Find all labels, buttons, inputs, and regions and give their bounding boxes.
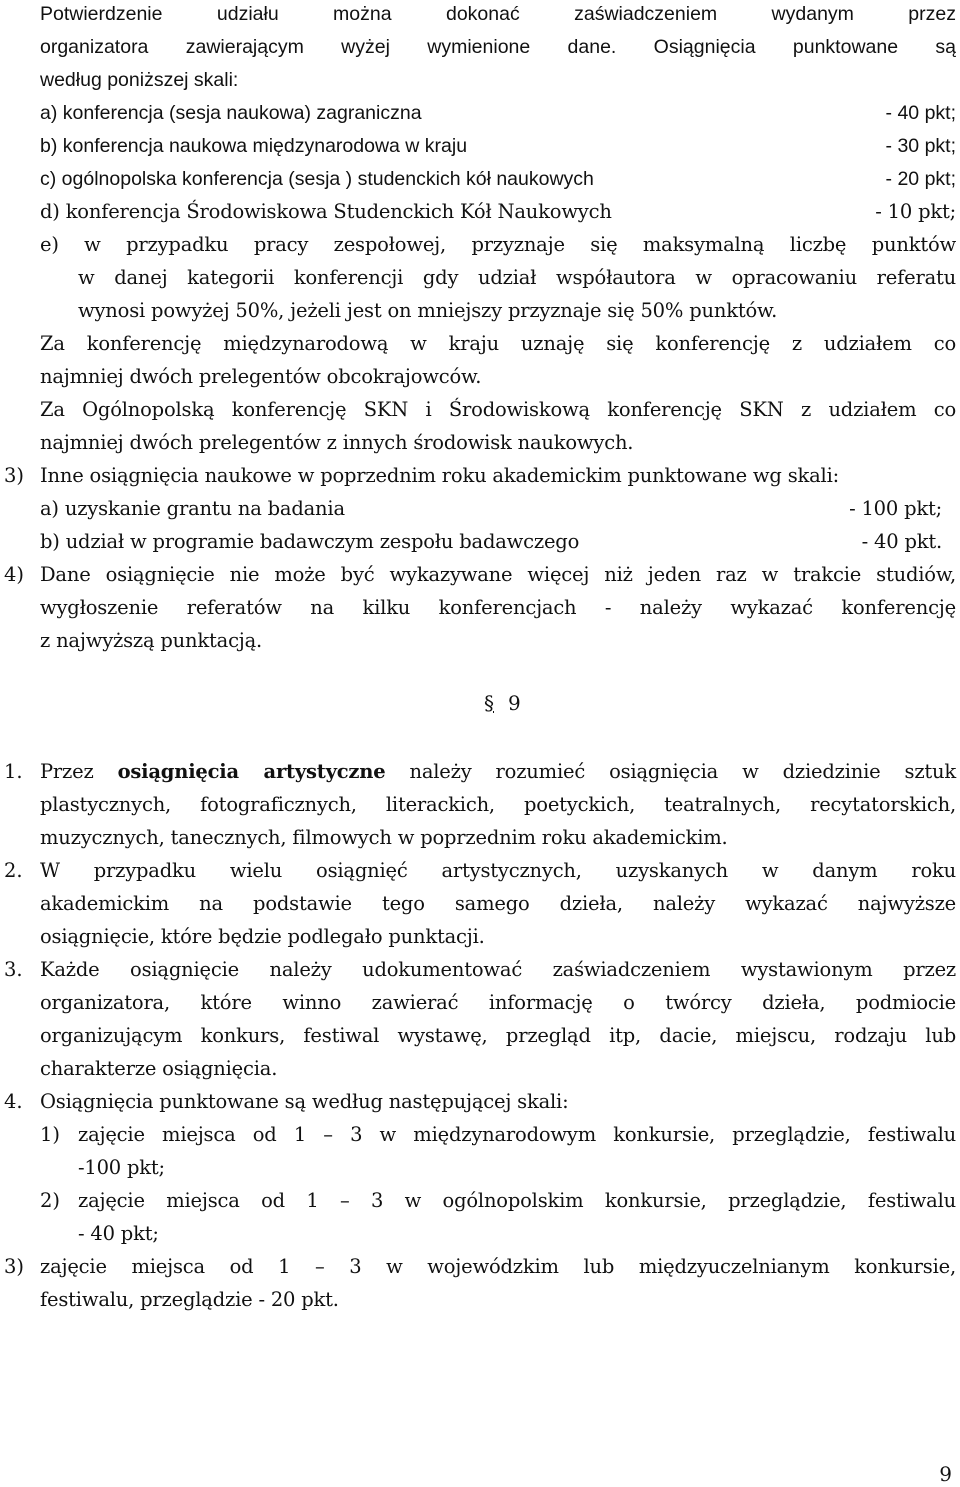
text-line: z najwyższą punktacją.: [40, 629, 263, 652]
scale-item: [40, 167, 956, 191]
text-line: wynosi powyżej 50%, jeżeli jest on mniejszy przyznaje się 50% punktów.: [78, 299, 778, 322]
scale-item-label: c) ogólnopolska konferencja (sesja ) studenckich kół naukowych: [40, 168, 594, 190]
text-line: Za konferencję międzynarodową w kraju uznaję się konferencję z udziałem co: [40, 332, 956, 355]
text-line: [40, 760, 956, 784]
section-heading: [484, 690, 521, 716]
text-line: plastycznych, fotograficznych, literackich, poetyckich, teatralnych, recytatorskich,: [40, 793, 956, 816]
text-line: akademickim na podstawie tego samego dzieła, należy wykazać najwyższe: [40, 892, 956, 915]
scale-item: [40, 200, 956, 224]
text-line: najmniej dwóch prelegentów obcokrajowców.: [40, 365, 482, 388]
text-line: organizującym konkurs, festiwal wystawę, przegląd itp, dacie, miejscu, rodzaju lub: [40, 1024, 956, 1047]
list-number: 2.: [4, 859, 23, 882]
scale-item-label: d) konferencja Środowiskowa Studenckich Kół Naukowych: [40, 200, 612, 223]
text-span: Przez: [40, 760, 94, 783]
text-line: charakterze osiągnięcia.: [40, 1057, 278, 1080]
text-line: muzycznych, tanecznych, filmowych w poprzednim roku akademickim.: [40, 826, 728, 849]
text-line: Osiągnięcia punktowane są według następującej skali:: [40, 1090, 569, 1113]
text-line: wygłoszenie referatów na kilku konferencjach - należy wykazać konferencję: [40, 596, 956, 619]
text-line: zajęcie miejsca od 1 – 3 w ogólnopolskim konkursie, przeglądzie, festiwalu: [78, 1189, 956, 1212]
scale-item: [40, 134, 956, 158]
list-number: 4.: [4, 1090, 23, 1113]
scale-item-label: b) konferencja naukowa międzynarodowa w kraju: [40, 135, 468, 157]
scale-item-points: - 20 pkt;: [885, 168, 956, 190]
text-line: zajęcie miejsca od 1 – 3 w międzynarodowym konkursie, przeglądzie, festiwalu: [78, 1123, 956, 1146]
text-line: organizatora, które winno zawierać informację o twórcy dzieła, podmiocie: [40, 991, 956, 1014]
scale-item-label: a) konferencja (sesja naukowa) zagraniczna: [40, 102, 422, 124]
text-line: organizatora zawierającym wyżej wymienione dane. Osiągnięcia punktowane są: [40, 36, 956, 58]
text-line: -100 pkt;: [78, 1156, 165, 1179]
scale-item-points: - 40 pkt;: [885, 102, 956, 124]
list-number: 1): [40, 1123, 61, 1146]
list-number: 1.: [4, 760, 23, 783]
section-symbol: §: [484, 691, 494, 715]
scale-item-label: a) uzyskanie grantu na badania: [40, 497, 345, 520]
scale-item-points: - 100 pkt;: [849, 497, 942, 520]
text-line: najmniej dwóch prelegentów z innych środowisk naukowych.: [40, 431, 634, 454]
list-number: 3): [4, 464, 25, 487]
text-span: należy rozumieć osiągnięcia w dziedzinie sztuk: [409, 760, 957, 783]
text-line: zajęcie miejsca od 1 – 3 w wojewódzkim lub międzyuczelnianym konkursie,: [40, 1255, 956, 1278]
scale-item-label: b) udział w programie badawczym zespołu badawczego: [40, 530, 580, 553]
text-line: Potwierdzenie udziału można dokonać zaświadczeniem wydanym przez: [40, 3, 956, 25]
page-number: 9: [939, 1462, 952, 1486]
list-number: 2): [40, 1189, 61, 1212]
text-line: festiwalu, przeglądzie - 20 pkt.: [40, 1288, 339, 1311]
scale-item: [40, 530, 942, 554]
text-line: - 40 pkt;: [78, 1222, 159, 1245]
text-line: osiągnięcie, które będzie podlegało punktacji.: [40, 925, 485, 948]
text-line: Za Ogólnopolską konferencję SKN i Środowiskową konferencję SKN z udziałem co: [40, 398, 956, 421]
text-line: e) w przypadku pracy zespołowej, przyznaje się maksymalną liczbę punktów: [40, 233, 956, 256]
text-line: według poniższej skali:: [40, 69, 239, 91]
text-line: W przypadku wielu osiągnięć artystycznych, uzyskanych w danym roku: [40, 859, 956, 882]
section-number: 9: [508, 691, 521, 715]
scale-item: [40, 497, 942, 521]
list-number: 3.: [4, 958, 23, 981]
scale-item: [40, 101, 956, 125]
text-line: Każde osiągnięcie należy udokumentować zaświadczeniem wystawionym przez: [40, 958, 956, 981]
scale-item-points: - 10 pkt;: [875, 200, 956, 223]
scale-item-points: - 30 pkt;: [885, 135, 956, 157]
list-number: 3): [4, 1255, 25, 1278]
bold-term: osiągnięcia artystyczne: [117, 760, 386, 783]
scale-item-points: - 40 pkt.: [861, 530, 942, 553]
list-number: 4): [4, 563, 25, 586]
text-line: Dane osiągnięcie nie może być wykazywane więcej niż jeden raz w trakcie studiów,: [40, 563, 956, 586]
text-line: w danej kategorii konferencji gdy udział współautora w opracowaniu referatu: [78, 266, 956, 289]
text-line: Inne osiągnięcia naukowe w poprzednim roku akademickim punktowane wg skali:: [40, 464, 839, 487]
